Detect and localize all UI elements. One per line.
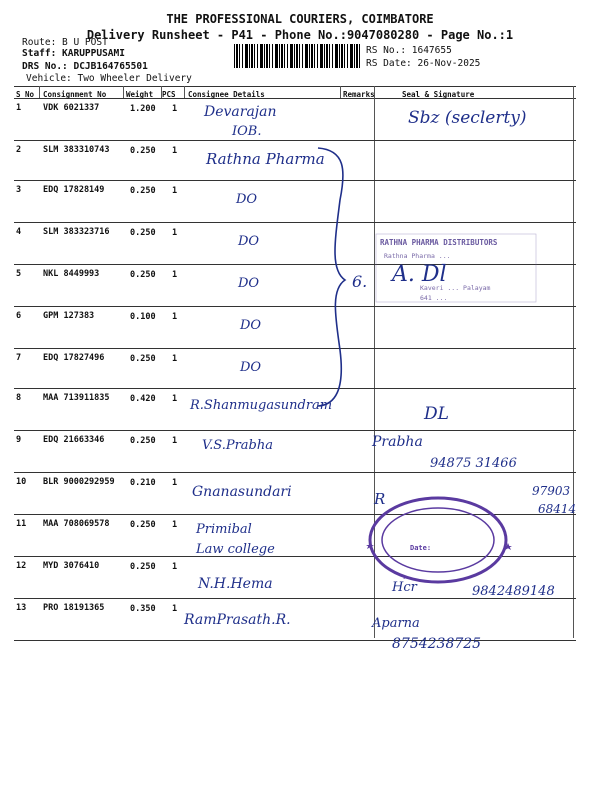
consignee-handwriting: Primibal [196,522,252,537]
row-weight: 0.250 [130,436,156,446]
college-stamp-inner [382,508,494,572]
row-pcs: 1 [172,394,178,404]
row-weight: 0.250 [130,562,156,572]
consignee-handwriting-2: IOB. [232,124,262,139]
row-weight: 0.250 [130,520,156,530]
signature-handwriting: Sbz (seclerty) [408,108,527,128]
signature-handwriting: 6. [352,272,368,291]
row-weight: 0.250 [130,354,156,364]
col-consignment: Consignment No [43,90,107,99]
signature-handwriting-2: A. Dl [392,262,447,287]
row-sno: 1 [16,103,22,113]
col-seal: Seal & Signature [402,90,475,99]
consignee-handwriting: V.S.Prabha [202,438,273,453]
row-sno: 7 [16,353,22,363]
route-label: Route: B U POST [22,37,108,48]
consignee-handwriting: Gnanasundari [192,484,292,500]
row-weight: 0.250 [130,270,156,280]
row-sno: 12 [16,561,27,571]
phone-handwriting: 9842489148 [472,584,555,599]
row-consignment: MYD 3076410 [43,561,100,571]
consignee-handwriting: DO [240,318,262,333]
row-sno: 11 [16,519,27,529]
company-title: THE PROFESSIONAL COURIERS, COIMBATORE [166,12,434,26]
brace-mark [318,148,345,406]
consignee-handwriting: R.Shanmugasundram [190,398,333,413]
row-consignment: EDQ 17828149 [43,185,105,195]
rs-no: RS No.: 1647655 [366,45,452,56]
rathna-stamp-line: 641 ... [420,294,448,302]
row-sno: 3 [16,185,22,195]
college-stamp-ring-text: ... [402,573,415,581]
consignee-handwriting-2: Law college [196,542,275,557]
consignee-handwriting: Devarajan [204,104,277,120]
rathna-stamp-line: Kaveri ... Palayam [420,284,491,292]
phone-handwriting: 94875 31466 [430,456,517,471]
staff-label: Staff: KARUPPUSAMI [22,48,125,59]
phone-handwriting-2: 68414 [538,502,577,516]
consignee-handwriting: DO [238,276,260,291]
phone-handwriting: 8754238725 [392,636,482,652]
row-weight: 0.250 [130,146,156,156]
row-consignment: VDK 6021337 [43,103,100,113]
row-sno: 4 [16,227,22,237]
row-weight: 0.210 [130,478,156,488]
row-pcs: 1 [172,312,178,322]
row-consignment: MAA 713911835 [43,393,110,403]
row-pcs: 1 [172,436,178,446]
college-stamp-outer [370,498,506,582]
row-sno: 8 [16,393,22,403]
row-consignment: SLM 383310743 [43,145,110,155]
row-sno: 5 [16,269,22,279]
row-sno: 9 [16,435,22,445]
row-sno: 6 [16,311,22,321]
consignee-handwriting: RamPrasath.R. [184,612,291,628]
row-sno: 13 [16,603,27,613]
row-pcs: 1 [172,520,178,530]
col-remarks: Remarks [343,90,375,99]
row-consignment: GPM 127383 [43,311,95,321]
row-consignment: PRO 18191365 [43,603,105,613]
runsheet-subtitle: Delivery Runsheet - P41 - Phone No.:9047080280 - Page No.:1 [86,28,514,42]
row-weight: 0.420 [130,394,156,404]
signature-handwriting: Aparna [372,616,420,631]
row-weight: 0.250 [130,186,156,196]
consignee-handwriting: Rathna Pharma [206,150,325,168]
row-sno: 10 [16,477,27,487]
signature-handwriting: Hcr [392,580,417,595]
rathna-stamp-line: RATHNA PHARMA DISTRIBUTORS [380,238,498,247]
vehicle-label: Vehicle: Two Wheeler Delivery [26,73,192,84]
row-sno: 2 [16,145,22,155]
row-pcs: 1 [172,562,178,572]
consignee-handwriting: DO [236,192,258,207]
col-sno: S No [16,90,35,99]
signature-handwriting: Prabha [372,434,423,450]
consignee-handwriting: DO [240,360,262,375]
row-consignment: SLM 383323716 [43,227,110,237]
col-pcs: PCS [162,90,176,99]
college-stamp-date: Date: [410,544,432,552]
row-consignment: NKL 8449993 [43,269,100,279]
col-weight: Weight [126,90,154,99]
row-weight: 0.100 [130,312,156,322]
phone-handwriting: 97903 [532,484,571,498]
row-consignment: BLR 9000292959 [43,477,115,487]
row-consignment: EDQ 21663346 [43,435,105,445]
rathna-stamp-line: Rathna Pharma ... [384,252,451,260]
row-pcs: 1 [172,478,178,488]
row-weight: 1.200 [130,104,156,114]
col-consignee: Consignee Details [188,90,265,99]
row-pcs: 1 [172,354,178,364]
row-pcs: 1 [172,104,178,114]
consignee-handwriting: DO [238,234,260,249]
row-consignment: MAA 708069578 [43,519,110,529]
row-pcs: 1 [172,604,178,614]
row-pcs: 1 [172,186,178,196]
row-weight: 0.250 [130,228,156,238]
row-consignment: EDQ 17827496 [43,353,105,363]
consignee-handwriting: N.H.Hema [198,576,273,592]
row-pcs: 1 [172,146,178,156]
rs-date: RS Date: 26-Nov-2025 [366,58,481,69]
signature-handwriting: DL [424,404,449,424]
row-pcs: 1 [172,228,178,238]
row-weight: 0.350 [130,604,156,614]
row-pcs: 1 [172,270,178,280]
signature-handwriting: R [374,490,386,508]
drs-label: DRS No.: DCJB164765501 [22,61,148,72]
